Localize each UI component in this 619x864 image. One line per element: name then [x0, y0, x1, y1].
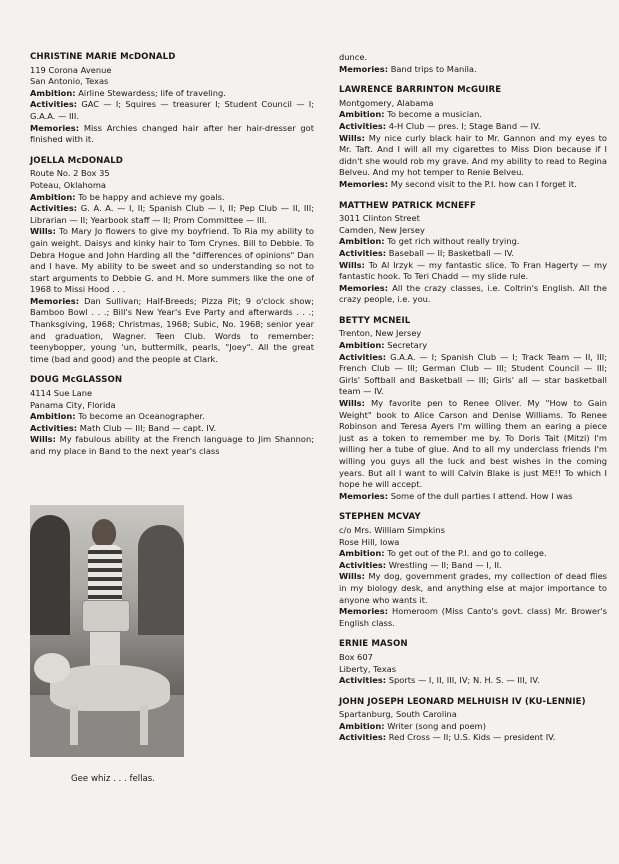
field-label: Ambition: — [339, 236, 385, 247]
field-label: Activities: — [339, 120, 387, 131]
address-line: Rose Hill, Iowa — [339, 536, 400, 547]
entry-field — [339, 560, 607, 572]
field-text: Math Club — III; Band — capt. IV. — [79, 422, 217, 433]
senior-entry — [339, 639, 607, 686]
field-text: Band trips to Manila. — [390, 63, 477, 74]
address-line: Route No. 2 Box 35 — [30, 168, 110, 179]
student-figure-head — [92, 519, 116, 547]
entry-field — [339, 352, 607, 398]
field-text: GAC — I; Squires — treasurer I; Student Council — I; G.A.A. — III. — [30, 99, 314, 121]
entry-field — [30, 88, 314, 100]
field-text: To get rich without really trying. — [387, 236, 520, 247]
field-text: My fabulous ability at the French language to Jim Shannon; and my place in Band to the next year's class — [30, 434, 315, 456]
entry-field — [339, 606, 607, 629]
student-name: JOELLA McDONALD — [30, 155, 124, 166]
field-text: My dog, government grades, my collection of dead flies in my biology desk, and anything else at major importance to anyone who wants it. — [339, 571, 607, 605]
field-text: To become an Oceanographer. — [78, 411, 205, 422]
field-label: Ambition: — [30, 87, 76, 98]
background-crowd — [30, 515, 70, 635]
entry-field — [30, 434, 314, 457]
address-line: 119 Corona Avenue — [30, 64, 112, 75]
student-name: LAWRENCE BARRINTON McGUIRE — [339, 85, 502, 96]
continued-entry — [339, 52, 607, 75]
student-name: STEPHEN MCVAY — [339, 512, 421, 523]
field-text: Wrestling — II; Band — I, II. — [388, 559, 502, 570]
field-text: To Al Irzyk — my fantastic slice. To Fran Hagerty — my fantastic hook. To Teri Chadd — my slide rule. — [339, 259, 608, 282]
student-name: MATTHEW PATRICK MCNEFF — [339, 200, 476, 211]
entry-field — [339, 64, 607, 76]
field-label: Memories: — [339, 63, 389, 74]
left-column — [30, 52, 314, 468]
dog-leg — [140, 705, 148, 745]
student-name: JOHN JOSEPH LEONARD MELHUISH IV (KU-LENNIE) — [339, 696, 586, 707]
field-text: Dan Sullivan; Half-Breeds; Pizza Pit; 9 o'clock show; Bamboo Bowl . . .; Bill's New Year's Eve Party and afterwards . . .; Thanksgiving, 1968; Christmas, 1968; Subic, No. 1968; senior year and graduation, Wagner. Teen Club. Words to remember: teenybopper, young 'un, buttermilk, pearls, "Joey". All the great time (bad and good) and the people at Clark. — [30, 295, 314, 364]
dog-leg — [70, 705, 78, 745]
field-label: Activities: — [339, 559, 387, 570]
field-text: Sports — I, II, III, IV; N. H. S. — III, IV. — [388, 675, 540, 686]
entry-field — [339, 548, 607, 560]
field-text: Red Cross — II; U.S. Kids — president IV. — [388, 732, 556, 743]
student-name: BETTY MCNEIL — [339, 315, 411, 326]
field-text: To Mary Jo flowers to give my boyfriend. To Ria my ability to gain weight. Daisys and kinky hair to Tom Crynes. Bill to Debbie. To Debra Hogue and John Harding all the "differences of opinions" Dan and I have. My ability to be sweet and so understanding so not to start arguments to Debbie G. and H. More summers like the one of 1968 to Missi Hood . . . — [30, 226, 314, 295]
entry-field — [339, 721, 607, 733]
entry-field — [339, 491, 607, 503]
background-crowd — [138, 525, 184, 635]
senior-entry — [339, 85, 607, 190]
field-text: Baseball — II; Basketball — IV. — [388, 247, 515, 258]
field-label: Activities: — [30, 203, 78, 214]
student-photo — [30, 505, 184, 757]
address-line: Liberty, Texas — [339, 663, 397, 674]
entry-field — [30, 192, 314, 204]
address-line: 3011 Clinton Street — [339, 213, 420, 224]
entry-field — [339, 179, 607, 191]
address-line: c/o Mrs. William Simpkins — [339, 524, 445, 535]
field-text: To be happy and achieve my goals. — [78, 191, 225, 202]
entry-field — [339, 283, 607, 306]
entry-field — [339, 732, 607, 744]
field-label: Wills: — [339, 398, 365, 409]
senior-entry — [339, 316, 607, 503]
field-label: Ambition: — [339, 720, 385, 731]
field-label: Wills: — [339, 259, 365, 270]
address-line: Panama City, Florida — [30, 399, 116, 410]
field-text: Writer (song and poem) — [387, 720, 486, 731]
student-name: ERNIE MASON — [339, 639, 408, 650]
field-label: Activities: — [339, 732, 387, 743]
field-text: Secretary — [387, 340, 428, 351]
field-label: Wills: — [339, 571, 365, 582]
entry-field — [30, 296, 314, 366]
entry-field — [30, 123, 314, 146]
field-label: Activities: — [339, 247, 387, 258]
field-label: Ambition: — [339, 109, 385, 120]
address-line: Trenton, New Jersey — [339, 328, 422, 339]
senior-entry — [30, 52, 314, 146]
field-label: Activities: — [30, 422, 78, 433]
field-text: G.A.A. — I; Spanish Club — I; Track Team — II, III; French Club — III; German Club — III; Student Council — III; Girls' Softball and Basketball — III; Girls' all — star basketball team — IV. — [339, 351, 607, 397]
shopping-bag — [82, 600, 130, 632]
senior-entry — [339, 512, 607, 629]
field-label: Memories: — [339, 490, 389, 501]
field-label: Wills: — [30, 226, 56, 237]
field-text: Airline Stewardess; life of traveling. — [78, 87, 226, 98]
entry-field — [339, 675, 607, 687]
student-name: CHRISTINE MARIE McDONALD — [30, 52, 176, 62]
address-line: Montgomery, Alabama — [339, 97, 434, 108]
field-text: G. A. A. — I, II; Spanish Club — I, II; Pep Club — II, III; Librarian — II; Yearbook staff — II; Prom Committee — III. — [30, 203, 315, 225]
field-label: Wills: — [30, 434, 56, 445]
field-label: Memories: — [30, 122, 80, 133]
entry-field — [339, 398, 607, 491]
photo-caption: Gee whiz . . . fellas. — [70, 774, 156, 784]
field-label: Memories: — [30, 295, 80, 306]
field-text: My favorite pen to Renee Oliver. My "How to Gain Weight" book to Alice Carson and Denise Williams. To Renee Robinson and Teresa Ayers I'm willing them an earing a piece just as a token to remember me by. To Doris Tait (Mitzi) I'm willing her a tube of glue. And to all my underclass friends I'm willing you guys all the luck and best wishes in the coming years. But all I want to will Calvin Blake is just ME!! To which I hope he will accept. — [339, 398, 607, 490]
address-line: San Antonio, Texas — [30, 76, 109, 87]
field-text: My nice curly black hair to Mr. Gannon and my eyes to Mr. Taft. And I will all my cigarettes to Miss Dion because if I didn't she would rob my grave. And my ability to read to Regina Belveu. And my hot temper to Renie Belveu. — [339, 132, 607, 178]
right-column — [339, 52, 607, 754]
entry-field — [339, 340, 607, 352]
field-label: Activities: — [339, 675, 387, 686]
field-text: My second visit to the P.I. how can I forget it. — [390, 178, 577, 189]
field-text: To become a musician. — [387, 109, 482, 120]
entry-field — [30, 411, 314, 423]
entry-field — [339, 248, 607, 260]
address-line: Camden, New Jersey — [339, 224, 425, 235]
field-label: Ambition: — [339, 340, 385, 351]
entry-field — [30, 226, 314, 296]
field-label: Activities: — [339, 351, 387, 362]
entry-field — [339, 571, 607, 606]
field-label: Memories: — [339, 282, 389, 293]
entry-field — [30, 423, 314, 435]
entry-field — [339, 121, 607, 133]
field-text: 4-H Club — pres. I; Stage Band — IV. — [388, 120, 541, 131]
senior-entry — [30, 156, 314, 366]
field-label: Wills: — [339, 132, 365, 143]
field-label: Activities: — [30, 99, 78, 110]
entry-field — [30, 203, 314, 226]
field-text: All the crazy classes, i.e. Coltrin's English. All the crazy people, i.e. you. — [339, 282, 607, 305]
entry-field — [339, 260, 607, 283]
field-text: Some of the dull parties I attend. How I was — [390, 490, 573, 501]
field-label: Ambition: — [30, 191, 76, 202]
field-text: Homeroom (Miss Canto's govt. class) Mr. Brower's English class. — [339, 606, 607, 628]
address-line: 4114 Sue Lane — [30, 388, 93, 399]
senior-entry — [339, 201, 607, 306]
field-label: Ambition: — [30, 411, 76, 422]
field-text: dunce. — [339, 52, 368, 62]
entry-field — [30, 99, 314, 122]
field-label: Memories: — [339, 178, 389, 189]
address-line: Box 607 — [339, 651, 373, 662]
entry-field — [339, 109, 607, 121]
senior-entry — [339, 697, 607, 744]
address-line: Spartanburg, South Carolina — [339, 709, 457, 720]
entry-field — [339, 133, 607, 179]
student-name: DOUG McGLASSON — [30, 375, 123, 386]
field-label: Ambition: — [339, 548, 385, 559]
dog-head — [34, 653, 70, 683]
entry-field — [339, 236, 607, 248]
field-text: Miss Archies changed hair after her hair-dresser got finished with it. — [30, 122, 314, 145]
field-text: To get out of the P.I. and go to college. — [387, 548, 547, 559]
address-line: Poteau, Oklahoma — [30, 179, 106, 190]
senior-entry — [30, 375, 314, 457]
field-label: Memories: — [339, 606, 389, 617]
